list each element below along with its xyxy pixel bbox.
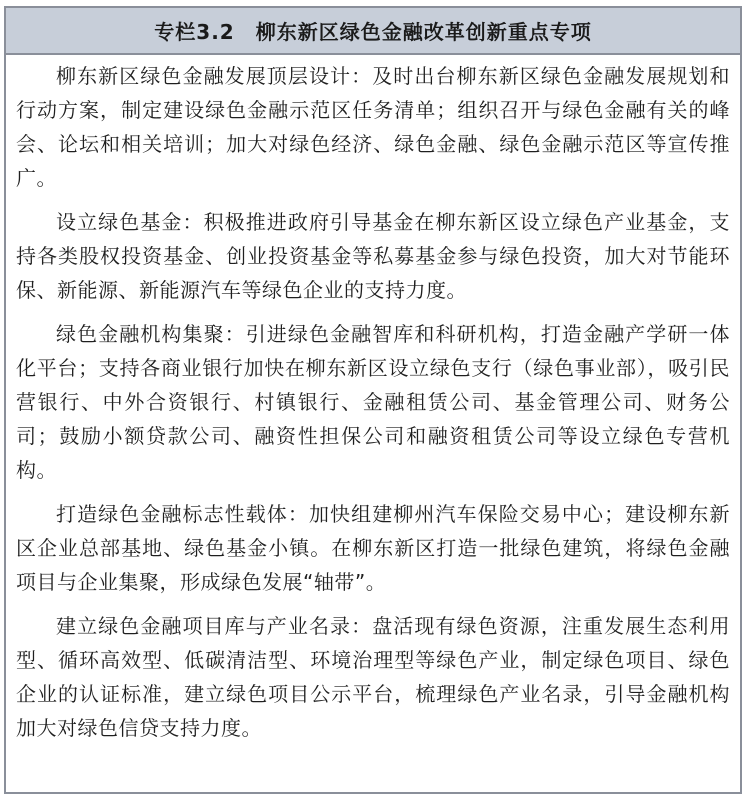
paragraph-project-library: 建立绿色金融项目库与产业名录：盘活现有绿色资源，注重发展生态利用型、循环高效型、低碳清洁型、环境治理型等绿色产业，制定绿色项目、绿色企业的认证标准，建立绿色项目公示平台，梳理绿色产业名录，引导金融机构加大对绿色信贷支持力度。 <box>16 614 730 740</box>
panel-body <box>6 55 740 745</box>
panel-title: 专栏3.2 柳东新区绿色金融改革创新重点专项 <box>154 20 592 44</box>
paragraph-green-fund: 设立绿色基金：积极推进政府引导基金在柳东新区设立绿色产业基金，支持各类股权投资基金、创业投资基金等私募基金参与绿色投资，加大对节能环保、新能源、新能源汽车等绿色企业的支持力度。 <box>16 210 730 302</box>
paragraph-top-level-design: 柳东新区绿色金融发展顶层设计：及时出台柳东新区绿色金融发展规划和行动方案，制定建设绿色金融示范区任务清单；组织召开与绿色金融有关的峰会、论坛和相关培训；加大对绿色经济、绿色金融、绿色金融示范区等宣传推广。 <box>16 64 730 190</box>
paragraph-institution-cluster: 绿色金融机构集聚：引进绿色金融智库和科研机构，打造金融产学研一体化平台；支持各商业银行加快在柳东新区设立绿色支行（绿色事业部），吸引民营银行、中外合资银行、村镇银行、金融租赁公司、基金管理公司、财务公司；鼓励小额贷款公司、融资性担保公司和融资租赁公司等设立绿色专营机构。 <box>16 322 730 482</box>
panel-header <box>6 8 740 55</box>
feature-panel <box>4 6 742 794</box>
paragraph-landmark-carrier: 打造绿色金融标志性载体：加快组建柳州汽车保险交易中心；建设柳东新区企业总部基地、绿色基金小镇。在柳东新区打造一批绿色建筑，将绿色金融项目与企业集聚，形成绿色发展“轴带”。 <box>16 502 730 594</box>
